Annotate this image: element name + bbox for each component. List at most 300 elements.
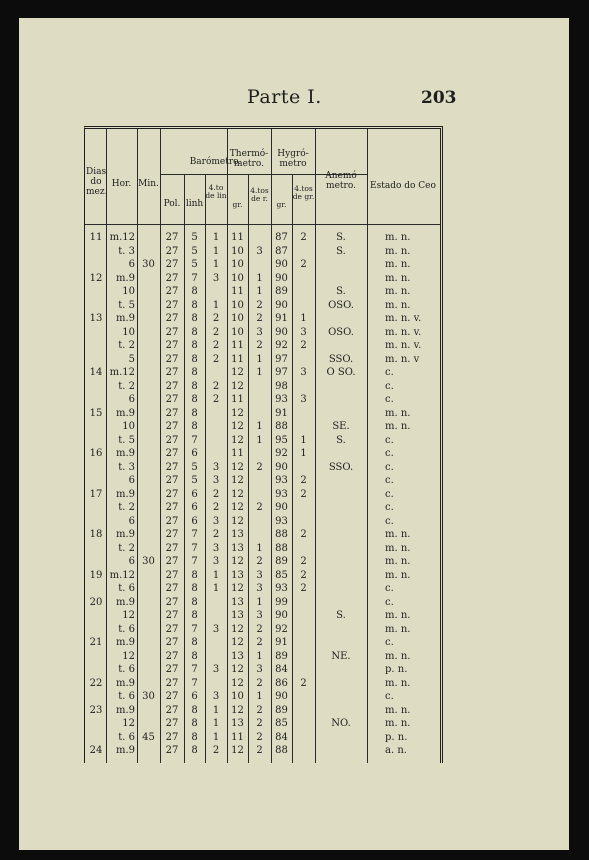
cell-dia: 14	[89, 367, 103, 378]
cell-hor: m.9	[115, 407, 135, 419]
cell-tg: 13	[231, 596, 244, 608]
cell-lin: 7	[191, 529, 198, 540]
cell-lin: 8	[191, 367, 198, 378]
cell-hg: 88	[275, 529, 288, 540]
cell-estado: m. n.	[385, 529, 411, 540]
cell-tg: 13	[231, 529, 244, 540]
cell-hg: 85	[275, 718, 288, 729]
cell-hg: 90	[275, 326, 288, 338]
cell-hg: 91	[275, 407, 288, 419]
cell-hg: 93	[275, 475, 288, 486]
cell-dia: 16	[89, 448, 103, 459]
cell-tg: 11	[231, 394, 244, 405]
cell-ql: 3	[212, 623, 220, 635]
cell-min: 30	[142, 259, 155, 270]
cell-pol: 27	[165, 380, 179, 392]
cell-hor: t. 5	[118, 434, 135, 446]
cell-estado: c.	[385, 434, 394, 446]
cell-dia: 17	[89, 488, 103, 500]
cell-hq: 2	[300, 569, 307, 581]
running-head: Parte I.	[247, 86, 322, 108]
cell-lin: 8	[191, 637, 198, 648]
cell-tq: 1	[256, 286, 263, 297]
cell-tg: 13	[231, 542, 244, 554]
cell-min: 45	[142, 731, 155, 743]
cell-hg: 84	[275, 664, 288, 675]
cell-anem: O SO.	[326, 367, 356, 378]
cell-hq: 2	[300, 232, 307, 243]
cell-tg: 12	[231, 502, 244, 513]
header-anemometro: Anemó metro.	[325, 171, 357, 191]
cell-anem: SE.	[332, 421, 350, 432]
cell-pol: 27	[165, 677, 179, 689]
cell-hor: m.9	[115, 596, 135, 608]
header-pol: Pol.	[163, 199, 181, 209]
cell-estado: c.	[385, 394, 394, 405]
cell-anem: S.	[336, 610, 346, 621]
cell-hor: m.9	[115, 272, 135, 284]
cell-tq: 1	[256, 596, 263, 608]
subheader-rule	[160, 174, 315, 175]
cell-estado: m. n.	[385, 272, 411, 284]
cell-pol: 27	[165, 745, 179, 756]
cell-tq: 3	[256, 569, 263, 581]
cell-tg: 11	[231, 232, 244, 243]
cell-hor: m.12	[109, 569, 135, 581]
cell-hor: 12	[122, 718, 135, 729]
header-hor: Hor.	[111, 179, 132, 189]
cell-hg: 87	[275, 245, 288, 257]
cell-hor: 10	[122, 326, 135, 338]
cell-hq: 2	[300, 529, 307, 540]
cell-pol: 27	[165, 583, 179, 594]
cell-ql: 1	[212, 718, 220, 729]
cell-tg: 12	[231, 745, 244, 756]
header-hygro-gr: gr.	[276, 200, 287, 209]
cell-pol: 27	[165, 691, 179, 702]
cell-anem: SSO.	[328, 353, 354, 365]
cell-ql: 2	[212, 326, 220, 338]
cell-hg: 95	[275, 434, 288, 446]
cell-tq: 2	[256, 637, 263, 648]
cell-lin: 5	[191, 475, 198, 486]
cell-hg: 88	[275, 745, 288, 756]
cell-hg: 90	[275, 272, 288, 284]
cell-tg: 12	[231, 583, 244, 594]
cell-estado: m. n.	[385, 718, 411, 729]
cell-lin: 8	[191, 299, 198, 311]
cell-hor: 10	[122, 286, 135, 297]
cell-lin: 7	[191, 434, 198, 446]
cell-tg: 12	[231, 367, 244, 378]
cell-pol: 27	[165, 421, 179, 432]
cell-lin: 5	[191, 259, 198, 270]
cell-pol: 27	[165, 299, 179, 311]
cell-lin: 8	[191, 326, 198, 338]
cell-ql: 2	[212, 745, 220, 756]
cell-ql: 3	[212, 542, 220, 554]
cell-ql: 2	[212, 529, 220, 540]
cell-lin: 8	[191, 569, 198, 581]
cell-dia: 24	[89, 745, 103, 756]
cell-hg: 91	[275, 637, 288, 648]
cell-hg: 98	[275, 380, 288, 392]
cell-estado: m. n.	[385, 650, 411, 662]
cell-hor: t. 3	[118, 245, 135, 257]
cell-tq: 3	[256, 610, 263, 621]
cell-hor: 10	[122, 421, 135, 432]
cell-lin: 8	[191, 610, 198, 621]
cell-min: 30	[142, 691, 155, 702]
cell-estado: a. n.	[385, 745, 407, 756]
cell-dia: 23	[89, 704, 103, 716]
cell-hor: m.9	[115, 745, 135, 756]
cell-estado: m. n.	[385, 556, 411, 567]
cell-pol: 27	[165, 394, 179, 405]
cell-pol: 27	[165, 718, 179, 729]
cell-hor: t. 6	[118, 691, 135, 702]
cell-ql: 1	[212, 569, 220, 581]
cell-hq: 2	[300, 488, 307, 500]
cell-estado: m. n.	[385, 569, 411, 581]
cell-lin: 6	[191, 502, 198, 513]
cell-pol: 27	[165, 326, 179, 338]
cell-pol: 27	[165, 515, 179, 527]
cell-ql: 2	[212, 340, 220, 351]
header-estado: Estado do Ceo	[370, 181, 436, 191]
cell-hq: 2	[300, 583, 307, 594]
cell-hor: t. 3	[118, 461, 135, 473]
cell-lin: 8	[191, 704, 198, 716]
cell-dia: 11	[89, 232, 103, 243]
cell-hg: 99	[275, 596, 288, 608]
cell-tg: 13	[231, 569, 244, 581]
cell-tq: 2	[256, 556, 263, 567]
cell-pol: 27	[165, 232, 179, 243]
cell-tq: 3	[256, 583, 263, 594]
cell-tg: 10	[231, 259, 244, 270]
cell-estado: c.	[385, 502, 394, 513]
cell-hq	[292, 743, 315, 758]
cell-ql: 3	[212, 475, 220, 486]
cell-min: 30	[142, 556, 155, 567]
cell-pol: 27	[165, 272, 179, 284]
cell-lin: 8	[191, 421, 198, 432]
cell-estado: c.	[385, 488, 394, 500]
cell-ql: 2	[212, 394, 220, 405]
cell-estado: m. n. v.	[385, 340, 422, 351]
cell-ql: 3	[212, 461, 220, 473]
cell-tq: 2	[256, 461, 263, 473]
cell-tq: 2	[256, 718, 263, 729]
cell-pol: 27	[165, 461, 179, 473]
cell-pol: 27	[165, 704, 179, 716]
cell-lin: 7	[191, 664, 198, 675]
cell-hg: 86	[275, 677, 288, 689]
cell-lin: 8	[191, 286, 198, 297]
cell-estado: m. n.	[385, 245, 411, 257]
cell-pol: 27	[165, 407, 179, 419]
cell-estado: c.	[385, 380, 394, 392]
cell-lin: 6	[191, 515, 198, 527]
cell-tg: 12	[231, 475, 244, 486]
cell-estado: m. n. v.	[385, 313, 422, 324]
cell-anem: OSO.	[328, 299, 354, 311]
cell-tq: 2	[256, 623, 263, 635]
cell-ql: 3	[212, 556, 220, 567]
cell-hq: 1	[300, 313, 307, 324]
cell-ql: 2	[212, 380, 220, 392]
cell-pol: 27	[165, 448, 179, 459]
cell-hor: t. 2	[118, 542, 135, 554]
cell-hq: 2	[300, 259, 307, 270]
cell-estado: c.	[385, 448, 394, 459]
cell-tq: 2	[256, 502, 263, 513]
cell-ql: 1	[212, 245, 220, 257]
cell-tq: 1	[256, 691, 263, 702]
cell-tg: 12	[231, 664, 244, 675]
cell-dia: 19	[89, 569, 103, 581]
cell-pol: 27	[165, 610, 179, 621]
cell-hor: 6	[128, 475, 135, 486]
cell-tg: 12	[231, 677, 244, 689]
cell-hor: m.9	[115, 704, 135, 716]
cell-lin: 8	[191, 718, 198, 729]
cell-lin: 7	[191, 556, 198, 567]
cell-tg: 12	[231, 623, 244, 635]
cell-ql: 1	[212, 299, 220, 311]
cell-estado: m. n.	[385, 610, 411, 621]
cell-estado: m. n. v	[385, 353, 420, 365]
cell-tq: 2	[256, 677, 263, 689]
cell-lin: 7	[191, 542, 198, 554]
cell-hor: 12	[122, 650, 135, 662]
cell-hg: 90	[275, 461, 288, 473]
cell-hq: 2	[300, 340, 307, 351]
cell-pol: 27	[165, 664, 179, 675]
cell-estado: c.	[385, 515, 394, 527]
cell-anem: SSO.	[328, 461, 354, 473]
cell-pol: 27	[165, 259, 179, 270]
cell-hq: 3	[300, 367, 307, 378]
cell-hg: 89	[275, 286, 288, 297]
cell-hg: 90	[275, 502, 288, 513]
header-thermometro: Thermó- metro.	[229, 149, 269, 169]
cell-hq: 3	[300, 326, 307, 338]
cell-hg: 84	[275, 731, 288, 743]
cell-hg: 91	[275, 313, 288, 324]
cell-tq: 3	[256, 326, 263, 338]
cell-tq: 1	[256, 542, 263, 554]
cell-lin: 8	[191, 731, 198, 743]
cell-tg: 11	[231, 286, 244, 297]
cell-pol: 27	[165, 556, 179, 567]
cell-tg: 11	[231, 448, 244, 459]
cell-hor: t. 2	[118, 340, 135, 351]
cell-hor: 6	[128, 394, 135, 405]
cell-hor: t. 6	[118, 583, 135, 594]
cell-pol: 27	[165, 731, 179, 743]
cell-dia: 15	[89, 407, 103, 419]
cell-hg: 88	[275, 542, 288, 554]
cell-tg: 11	[231, 731, 244, 743]
cell-tg: 10	[231, 272, 244, 284]
cell-hg: 89	[275, 556, 288, 567]
cell-dia: 12	[89, 272, 103, 284]
cell-anem: S.	[336, 245, 346, 257]
cell-estado: m. n.	[385, 623, 411, 635]
cell-hg: 93	[275, 583, 288, 594]
cell-dia: 22	[89, 677, 103, 689]
cell-pol: 27	[165, 475, 179, 486]
cell-hg: 87	[275, 232, 288, 243]
cell-lin: 6	[191, 691, 198, 702]
cell-min	[137, 743, 160, 758]
cell-hg: 89	[275, 704, 288, 716]
cell-tq: 1	[256, 272, 263, 284]
cell-tg: 12	[231, 515, 244, 527]
cell-hg: 90	[275, 259, 288, 270]
cell-lin: 8	[191, 340, 198, 351]
cell-estado: m. n.	[385, 407, 411, 419]
cell-tq: 1	[256, 434, 263, 446]
header-dias: Dias do mez.	[86, 167, 108, 197]
cell-tq: 2	[256, 313, 263, 324]
cell-tg: 12	[231, 421, 244, 432]
cell-hg: 97	[275, 367, 288, 378]
cell-ql: 2	[212, 502, 220, 513]
cell-hg: 88	[275, 421, 288, 432]
header-quarto-lin: 4.to de lin	[205, 183, 227, 200]
cell-estado: m. n.	[385, 259, 411, 270]
cell-hg: 90	[275, 610, 288, 621]
cell-anem: OSO.	[328, 326, 354, 338]
cell-lin: 8	[191, 380, 198, 392]
cell-estado: m. n. v.	[385, 326, 422, 338]
cell-dia: 20	[89, 596, 103, 608]
cell-hg: 93	[275, 515, 288, 527]
cell-estado: m. n.	[385, 421, 411, 432]
cell-tq: 3	[256, 664, 263, 675]
cell-tg: 10	[231, 299, 244, 311]
cell-pol: 27	[165, 542, 179, 554]
cell-ql: 1	[212, 731, 220, 743]
cell-tq: 1	[256, 650, 263, 662]
cell-lin: 7	[191, 272, 198, 284]
cell-estado: c.	[385, 583, 394, 594]
cell-tg: 12	[231, 380, 244, 392]
cell-estado: c.	[385, 367, 394, 378]
cell-hg: 92	[275, 448, 288, 459]
cell-estado: p. n.	[385, 731, 408, 743]
header-hygrometro: Hygró- metro	[277, 149, 309, 169]
cell-lin: 5	[191, 245, 198, 257]
header-rule	[85, 224, 440, 225]
cell-hor: t. 5	[118, 299, 135, 311]
cell-hq: 2	[300, 677, 307, 689]
cell-hor: t. 2	[118, 502, 135, 513]
cell-ql: 3	[212, 515, 220, 527]
cell-hor: 6	[128, 556, 135, 567]
cell-tg: 12	[231, 637, 244, 648]
cell-estado: m. n.	[385, 299, 411, 311]
cell-hg: 92	[275, 623, 288, 635]
page-number: 203	[421, 88, 457, 108]
cell-tg: 12	[231, 434, 244, 446]
cell-tg: 10	[231, 313, 244, 324]
cell-tg: 13	[231, 718, 244, 729]
cell-hg: 93	[275, 394, 288, 405]
cell-pol: 27	[165, 353, 179, 365]
cell-estado: m. n.	[385, 286, 411, 297]
cell-tg: 12	[231, 407, 244, 419]
cell-tg: 10	[231, 326, 244, 338]
cell-dia: 13	[89, 313, 103, 324]
cell-hq: 3	[300, 394, 307, 405]
cell-pol: 27	[165, 596, 179, 608]
cell-pol: 27	[165, 650, 179, 662]
header-therm-quartos: 4.tos de r.	[250, 186, 269, 203]
cell-tg: 10	[231, 245, 244, 257]
cell-pol: 27	[165, 637, 179, 648]
cell-tg: 13	[231, 610, 244, 621]
cell-pol: 27	[165, 313, 179, 324]
cell-lin: 8	[191, 407, 198, 419]
cell-tg: 10	[231, 691, 244, 702]
cell-ql: 1	[212, 259, 220, 270]
meteorological-table	[84, 126, 443, 763]
cell-estado: m. n.	[385, 542, 411, 554]
cell-ql: 3	[212, 664, 220, 675]
cell-tq: 2	[256, 340, 263, 351]
cell-pol: 27	[165, 367, 179, 378]
cell-lin: 8	[191, 650, 198, 662]
cell-estado: m. n.	[385, 677, 411, 689]
cell-hor: m.9	[115, 529, 135, 540]
cell-anem: S.	[336, 232, 346, 243]
cell-lin: 5	[191, 232, 198, 243]
cell-hor: m.9	[115, 313, 135, 324]
cell-pol: 27	[165, 286, 179, 297]
cell-anem	[315, 743, 367, 758]
cell-lin: 8	[191, 745, 198, 756]
cell-estado: c.	[385, 596, 394, 608]
cell-estado: m. n.	[385, 704, 411, 716]
cell-hor: 12	[122, 610, 135, 621]
book-page	[19, 18, 569, 850]
cell-dia: 21	[89, 637, 103, 648]
cell-hq: 1	[300, 434, 307, 446]
cell-anem: NO.	[331, 718, 351, 729]
cell-ql: 2	[212, 313, 220, 324]
cell-tg: 11	[231, 353, 244, 365]
cell-tg: 12	[231, 461, 244, 473]
cell-hor: t. 6	[118, 731, 135, 743]
cell-hq: 2	[300, 475, 307, 486]
cell-lin: 7	[191, 677, 198, 689]
cell-ql: 3	[212, 272, 220, 284]
cell-hor: m.9	[115, 448, 135, 459]
cell-lin: 6	[191, 488, 198, 500]
cell-hg: 90	[275, 691, 288, 702]
cell-lin: 8	[191, 583, 198, 594]
cell-estado: m. n.	[385, 232, 411, 243]
cell-hq: 1	[300, 448, 307, 459]
cell-ql: 1	[212, 583, 220, 594]
cell-tg: 13	[231, 650, 244, 662]
cell-hg: 93	[275, 488, 288, 500]
cell-ql: 2	[212, 488, 220, 500]
